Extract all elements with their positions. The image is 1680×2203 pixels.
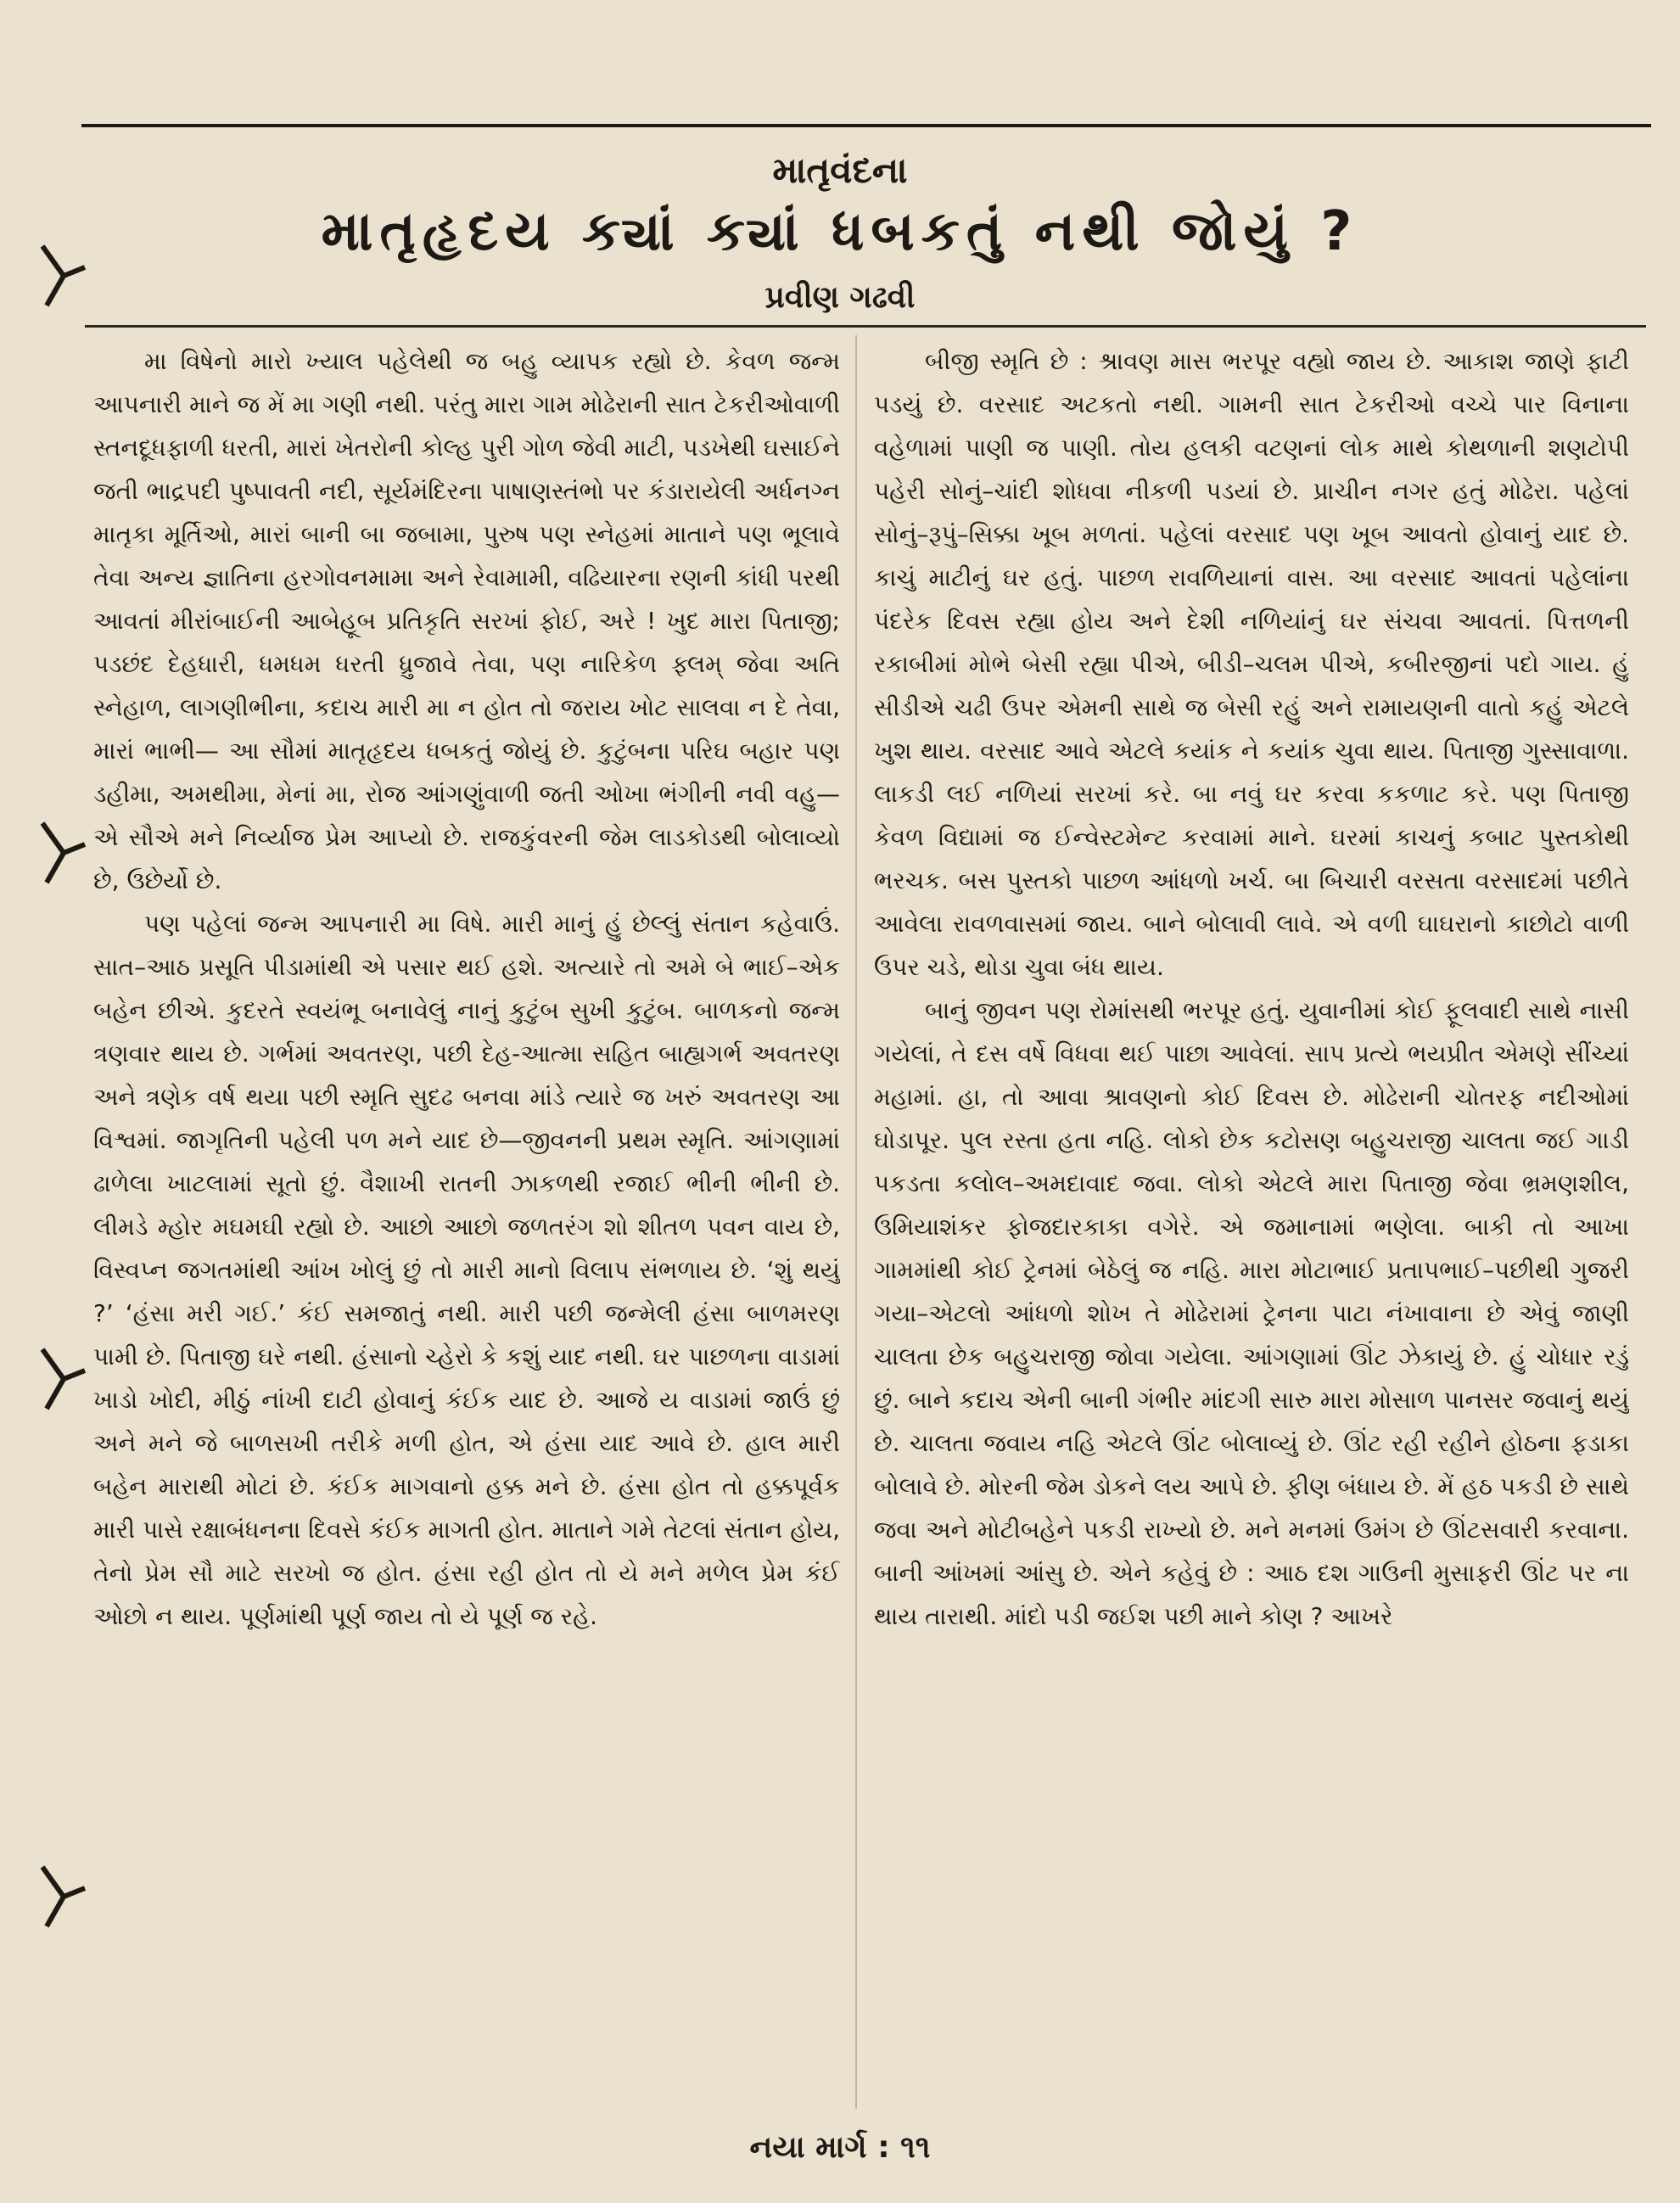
article-title: માતૃહૃદય ક્યાં ક્યાં ધબકતું નથી જોયું ?	[321, 200, 1359, 263]
top-rule	[81, 124, 1651, 127]
punch-hole-icon	[34, 1341, 93, 1417]
punch-hole-icon	[34, 238, 93, 314]
paragraph: પણ પહેલાં જન્મ આપનારી મા વિષે. મારી માનું હું છેલ્લું સંતાન કહેવાઉં. સાત–આઠ પ્રસૂતિ પીડામાંથી એ પસાર થઈ હશે. અત્યારે તો અમે બે ભાઈ–એક બહેન છીએ. કુદરતે સ્વયંભૂ બનાવેલું નાનું કુટુંબ સુખી કુટુંબ. બાળકનો જન્મ ત્રણવાર થાય છે. ગર્ભમાં અવતરણ, પછી દેહ-આત્મા સહિત બાહ્યગર્ભ અવતરણ અને ત્રણેક વર્ષ થયા પછી સ્મૃતિ સુદઢ બનવા માંડે ત્યારે જ ખરું અવતરણ આ વિશ્વમાં. જાગૃતિની પહેલી પળ મને યાદ છે—જીવનની પ્રથમ સ્મૃતિ. આંગણામાં ઢાળેલા ખાટલામાં સૂતો છું. વૈશાખી રાતની ઝાકળથી રજાઈ ભીની ભીની છે. લીમડે મ્હોર મઘમઘી રહ્યો છે. આછો આછો જળતરંગ શો શીતળ પવન વાય છે, વિસ્વપ્ન જગતમાંથી આંખ ખોલું છું તો મારી માનો વિલાપ સંભળાય છે. ‘શું થયું ?’ ‘હંસા મરી ગઈ.’ કંઈ સમજાતું નથી. મારી પછી જન્મેલી હંસા બાળમરણ પામી છે. પિતાજી ઘરે નથી. હંસાનો ચ્હેરો કે કશું યાદ નથી. ઘર પાછળના વાડામાં ખાડો ખોદી, મીઠું નાંખી દાટી હોવાનું કંઈક યાદ છે. આજે ય વાડામાં જાઉં છું અને મને જે બાળસખી તરીકે મળી હોત, એ હંસા યાદ આવે છે. હાલ મારી બહેન મારાથી મોટાં છે. કંઈક માગવાનો હક્ક મને છે. હંસા હોત તો હક્કપૂર્વક મારી પાસે રક્ષાબંધનના દિવસે કંઈક માગતી હોત. માતાને ગમે તેટલાં સંતાન હોય, તેનો પ્રેમ સૌ માટે સરખો જ હોત. હંસા રહી હોત તો યે મને મળેલ પ્રેમ કંઈ ઓછો ન થાય. પૂર્ણમાંથી પૂર્ણ જાય તો યે પૂર્ણ જ રહે.	[93, 910, 840, 1630]
paragraph: બીજી સ્મૃતિ છે : શ્રાવણ માસ ભરપૂર વહ્યો જાય છે. આકાશ જાણે ફાટી પડયું છે. વરસાદ અટકતો નથી. ગામની સાત ટેકરીઓ વચ્ચે પાર વિનાના વહેળામાં પાણી જ પાણી. તોય હલકી વટણનાં લોક માથે કોથળાની શણટોપી પહેરી સોનું–ચાંદી શોધવા નીકળી પડયાં છે. પ્રાચીન નગર હતું મોઢેરા. પહેલાં સોનું–રૂપું–સિક્કા ખૂબ મળતાં. પહેલાં વરસાદ પણ ખૂબ આવતો હોવાનું યાદ છે. કાચું માટીનું ઘર હતું. પાછળ રાવળિયાનાં વાસ. આ વરસાદ આવતાં પહેલાંના પંદરેક દિવસ રહ્યા હોય અને દેશી નળિયાંનું ઘર સંચવા આવતાં. પિત્તળની રકાબીમાં મોભે બેસી રહ્યા પીએ, બીડી–ચલમ પીએ, કબીરજીનાં પદો ગાય. હું સીડીએ ચઢી ઉપર એમની સાથે જ બેસી રહું અને રામાયણની વાતો કહું એટલે ખુશ થાય. વરસાદ આવે એટલે કયાંક ને કયાંક ચુવા થાય. પિતાજી ગુસ્સાવાળા. લાકડી લઈ નળિયાં સરખાં કરે. બા નવું ઘર કરવા કકળાટ કરે. પણ પિતાજી કેવળ વિદ્યામાં જ ઈન્વેસ્ટમેન્ટ કરવામાં માને. ઘરમાં કાચનું કબાટ પુસ્તકોથી ભરચક. બસ પુસ્તકો પાછળ આંધળો ખર્ચ. બા બિચારી વરસતા વરસાદમાં પછીતે આવેલા રાવળવાસમાં જાય. બાને બોલાવી લાવે. એ વળી ઘાઘરાનો કાછોટો વાળી ઉપર ચડે, થોડા ચુવા બંધ થાય.	[874, 347, 1629, 981]
header-rule	[85, 325, 1646, 328]
paragraph: મા વિષેનો મારો ખ્યાલ પહેલેથી જ બહુ વ્યાપક રહ્યો છે. કેવળ જન્મ આપનારી માને જ મેં મા ગણી નથી. પરંતુ મારા ગામ મોઢેરાની સાત ટેકરીઓવાળી સ્તનદૂધફાળી ધરતી, મારાં ખેતરોની કોલ્હ પુરી ગોળ જેવી માટી, પડખેથી ઘસાઈને જતી ભાદ્રપદી પુષ્પાવતી નદી, સૂર્યમંદિરના પાષાણસ્તંભો પર કંડારાયેલી અર્ધનગ્ન માતૃકા મૂર્તિઓ, મારાં બાની બા જબામા, પુરુષ પણ સ્નેહમાં માતાને પણ ભૂલાવે તેવા અન્ય જ્ઞાતિના હરગોવનમામા અને રેવામામી, વઢિયારના રણની કાંધી પરથી આવતાં મીરાંબાઈની આબેહૂબ પ્રતિકૃતિ સરખાં ફોઈ, અરે ! ખુદ મારા પિતાજી; પડછંદ દેહધારી, ધમધમ ધરતી ધ્રુજાવે તેવા, પણ નારિકેળ ફ્લમ્ જેવા અતિ સ્નેહાળ, લાગણીભીના, કદાચ મારી મા ન હોત તો જરાય ખોટ સાલવા ન દે તેવા, મારાં ભાભી— આ સૌમાં માતૃહૃદય ધબકતું જોયું છે. કુટુંબના પરિઘ બહાર પણ ડહીમા, અમથીમા, મેનાં મા, રોજ આંગણુંવાળી જતી ઓખા ભંગીની નવી વહુ—એ સૌએ મને નિર્વ્યાજ પ્રેમ આપ્યો છે. રાજકુંવરની જેમ લાડકોડથી બોલાવ્યો છે, ઉછેર્યો છે.	[93, 347, 840, 894]
page-footer: નયા માર્ગ : ૧૧	[749, 2130, 931, 2165]
left-column	[93, 339, 840, 2147]
column-divider	[855, 335, 857, 2109]
punch-hole-icon	[34, 815, 93, 891]
punch-hole-icon	[34, 1858, 93, 1935]
paragraph: બાનું જીવન પણ રોમાંસથી ભરપૂર હતું. યુવાનીમાં કોઈ ફૂલવાદી સાથે નાસી ગયેલાં, તે દસ વર્ષે વિધવા થઈ પાછા આવેલાં. સાપ પ્રત્યે ભયપ્રીત એમણે સીંચ્યાં મહામાં. હા, તો આવા શ્રાવણનો કોઈ દિવસ છે. મોઢેરાની ચોતરફ નદીઓમાં ઘોડાપૂર. પુલ રસ્તા હતા નહિ. લોકો છેક કટોસણ બહુચરાજી ચાલતા જઈ ગાડી પકડતા કલોલ–અમદાવાદ જવા. લોકો એટલે મારા પિતાજી જેવા ભ્રમણશીલ, ઉમિયાશંકર ફોજદારકાકા વગેરે. એ જમાનામાં ભણેલા. બાકી તો આખા ગામમાંથી કોઈ ટ્રેનમાં બેઠેલું જ નહિ. મારા મોટાભાઈ પ્રતાપભાઈ–પછીથી ગુજરી ગયા–એટલો આંધળો શોખ તે મોઢેરામાં ટ્રેનના પાટા નંખાવાના છે એવું જાણી ચાલતા છેક બહુચરાજી જોવા ગયેલા. આંગણામાં ઊંટ ઝેકાયું છે. હું ચોધાર રડું છું. બાને કદાચ એની બાની ગંભીર માંદગી સારુ મારા મોસાળ પાનસર જવાનું થયું છે. ચાલતા જવાય નહિ એટલે ઊંટ બોલાવ્યું છે. ઊંટ રહી રહીને હોઠના ફડાકા બોલાવે છે. મોરની જેમ ડોકને લય આપે છે. ફીણ બંધાય છે. મેં હઠ પકડી છે સાથે જવા અને મોટીબહેને પકડી રાખ્યો છે. મને મનમાં ઉમંગ છે ઊંટસવારી કરવાના. બાની આંખમાં આંસુ છે. એને કહેવું છે : આઠ દશ ગાઉની મુસાફરી ઊંટ પર ના થાય તારાથી. માંદો પડી જઈશ પછી માને કોણ ? આખરે	[874, 996, 1629, 1630]
right-column	[874, 339, 1629, 2147]
article-author: પ્રવીણ ગઢવી	[764, 280, 916, 315]
section-kicker: માતૃવંદના	[772, 149, 908, 191]
